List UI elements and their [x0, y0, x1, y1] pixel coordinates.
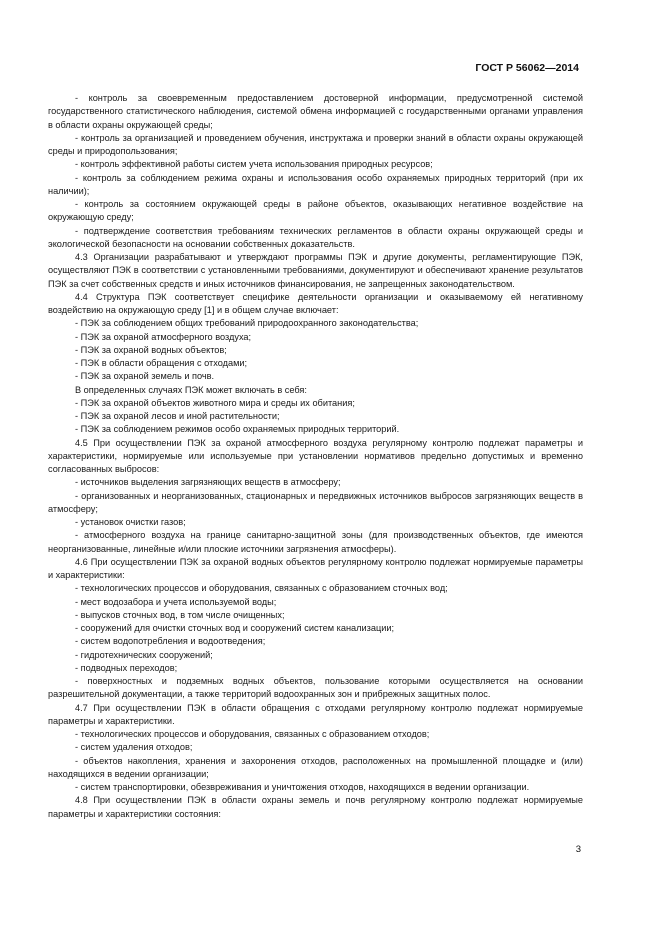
paragraph: - подводных переходов;: [75, 662, 178, 673]
paragraph: - ПЭК за соблюдением общих требований природоохранного законодательства;: [75, 318, 419, 329]
document-body: [48, 92, 583, 821]
page-number: 3: [575, 844, 581, 855]
paragraph: - ПЭК за охраной объектов животного мира и среды их обитания;: [75, 397, 355, 408]
paragraph: - ПЭК за охраной лесов и иной растительности;: [75, 411, 280, 421]
paragraph: - мест водозабора и учета используемой воды;: [75, 596, 277, 607]
paragraph: - объектов накопления, хранения и захоронения отходов, расположенных на промышленной площадке и (или) находящихся в ведении организации;: [48, 755, 583, 779]
paragraph: - ПЭК в области обращения с отходами;: [75, 358, 248, 368]
document-header: ГОСТ Р 56062—2014: [475, 62, 579, 74]
paragraph: - выпусков сточных вод, в том числе очищенных;: [75, 609, 285, 620]
paragraph: - атмосферного воздуха на границе санитарно-защитной зоны (для производственных объектов, где имеются неорганизованные, линейные и/или плоские источники загрязнения атмосферы).: [48, 530, 583, 554]
paragraph: 4.5 При осуществлении ПЭК за охраной атмосферного воздуха регулярному контролю подлежат параметры и характеристики, нормируемые или используемые при установлении нормативов предельно допустимых и временно согласованных выбросов:: [48, 437, 583, 474]
paragraph: 4.8 При осуществлении ПЭК в области охраны земель и почв регулярному контролю подлежат нормируемые параметры и характеристики состояния:: [48, 795, 583, 819]
paragraph: 4.4 Структура ПЭК соответствует специфике деятельности организации и оказываемому ей негативному воздействию на окружающую среду [1] и в общем случае включает:: [48, 291, 583, 315]
paragraph: - организованных и неорганизованных, стационарных и передвижных источников выбросов загрязняющих веществ в атмосферу;: [48, 490, 583, 514]
paragraph: - контроль за соблюдением режима охраны и использования особо охраняемых природных территорий (при их наличии);: [48, 172, 583, 196]
paragraph: 4.7 При осуществлении ПЭК в области обращения с отходами регулярному контролю подлежат нормируемые параметры и характеристики.: [48, 702, 583, 726]
paragraph: - поверхностных и подземных водных объектов, пользование которыми осуществляется на основании разрешительной документации, а также территорий водоохранных зон и прибрежных защитных полос.: [48, 676, 583, 700]
paragraph: - ПЭК за охраной земель и почв.: [75, 371, 215, 382]
paragraph: - установок очистки газов;: [75, 517, 186, 527]
paragraph: - ПЭК за охраной атмосферного воздуха;: [75, 331, 252, 342]
paragraph: В определенных случаях ПЭК может включать в себя:: [75, 384, 307, 395]
paragraph: - контроль эффективной работы систем учета использования природных ресурсов;: [75, 159, 433, 170]
paragraph: - сооружений для очистки сточных вод и сооружений систем канализации;: [75, 623, 395, 633]
paragraph: 4.3 Организации разрабатывают и утверждают программы ПЭК и другие документы, регламентирующие ПЭК, осуществляют ПЭК в соответствии с установленными требованиями, документируют и обеспечивают хранение результатов ПЭК за счет собственных средств и иных источников финансирования, не запрещенных законодательством.: [48, 252, 583, 289]
paragraph: - систем водопотребления и водоотведения;: [75, 636, 266, 647]
paragraph: - технологических процессов и оборудования, связанных с образованием сточных вод;: [75, 583, 448, 594]
paragraph: - контроль за состоянием окружающей среды в районе объектов, оказывающих негативное воздействие на окружающую среду;: [48, 199, 583, 223]
paragraph: - гидротехнических сооружений;: [75, 649, 213, 660]
paragraph: - подтверждение соответствия требованиям технических регламентов в области охраны окружающей среды и экологической безопасности на основании собственных доказательств.: [48, 225, 583, 249]
paragraph: - контроль за организацией и проведением обучения, инструктажа и проверки знаний в области охраны окружающей среды и природопользования;: [48, 132, 583, 156]
paragraph: - ПЭК за соблюдением режимов особо охраняемых природных территорий.: [75, 424, 400, 435]
paragraph: 4.6 При осуществлении ПЭК за охраной водных объектов регулярному контролю подлежат нормируемые параметры и характеристики:: [48, 556, 583, 580]
paragraph: - источников выделения загрязняющих веществ в атмосферу;: [75, 477, 341, 488]
paragraph: - технологических процессов и оборудования, связанных с образованием отходов;: [75, 729, 430, 739]
paragraph: - систем транспортировки, обезвреживания и уничтожения отходов, находящихся в ведении организации.: [75, 782, 530, 792]
paragraph: - ПЭК за охраной водных объектов;: [75, 344, 227, 355]
paragraph: - контроль за своевременным предоставлением достоверной информации, предусмотренной системой государственного статистического наблюдения, системой обмена информацией с государственными органами управления в области охраны окружающей среды;: [48, 93, 583, 130]
paragraph: - систем удаления отходов;: [75, 742, 193, 753]
